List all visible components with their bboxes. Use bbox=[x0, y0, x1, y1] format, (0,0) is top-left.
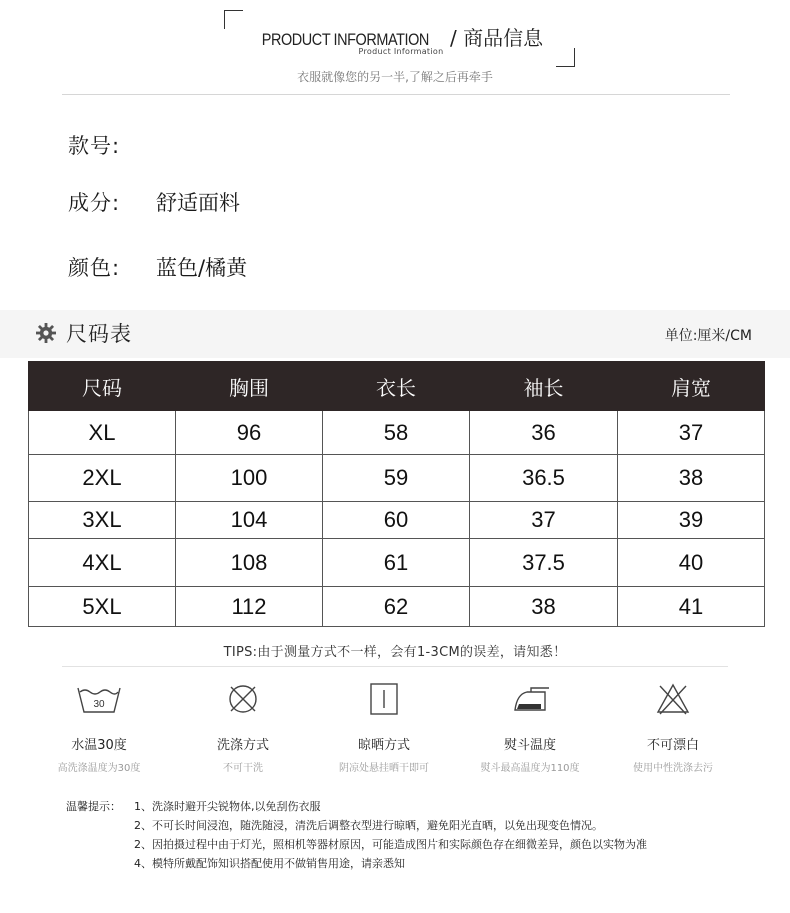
table-cell: 60 bbox=[323, 502, 470, 539]
info-row-material bbox=[68, 187, 240, 217]
care-subtitle: 不可干洗 bbox=[223, 763, 263, 774]
care-subtitle: 阴凉处悬挂晒干即可 bbox=[339, 763, 429, 774]
header-shoulder: 肩宽 bbox=[618, 362, 765, 411]
section-tagline: 衣服就像您的另一半,了解之后再牵手 bbox=[297, 70, 493, 84]
table-row bbox=[29, 502, 765, 539]
care-item-bleach bbox=[598, 682, 748, 774]
table-row bbox=[29, 455, 765, 502]
care-item-wash bbox=[24, 682, 174, 774]
iron-icon bbox=[507, 682, 553, 716]
table-row bbox=[29, 587, 765, 627]
note-line: 4、模特所戴配饰知识搭配使用不做销售用途，请亲悉知 bbox=[134, 857, 405, 870]
no-dry-clean-icon bbox=[220, 682, 266, 716]
table-cell: 37 bbox=[618, 411, 765, 455]
table-cell: 38 bbox=[470, 587, 618, 627]
table-cell: 61 bbox=[323, 539, 470, 587]
table-cell: 96 bbox=[176, 411, 323, 455]
header-chest: 胸围 bbox=[176, 362, 323, 411]
section-title-en: PRODUCT INFORMATION bbox=[261, 30, 429, 49]
table-cell: 37 bbox=[470, 502, 618, 539]
table-cell: 58 bbox=[323, 411, 470, 455]
care-title: 洗涤方式 bbox=[216, 738, 269, 753]
size-chart-unit: 单位:厘米/CM bbox=[664, 328, 752, 344]
wash-30-icon bbox=[76, 682, 122, 716]
table-row bbox=[29, 411, 765, 455]
wash-temp-text: 30 bbox=[93, 699, 105, 710]
material-label: 成分: bbox=[68, 191, 121, 215]
material-value: 舒适面料 bbox=[156, 191, 240, 215]
table-cell: 5XL bbox=[29, 587, 176, 627]
care-item-dry bbox=[309, 682, 459, 774]
table-cell: 38 bbox=[618, 455, 765, 502]
table-cell: 40 bbox=[618, 539, 765, 587]
table-cell: 4XL bbox=[29, 539, 176, 587]
note-line: 2、不可长时间浸泡，随洗随浸，清洗后调整衣型进行晾晒，避免阳光直晒，以免出现变色情况。 bbox=[134, 819, 603, 832]
header-divider bbox=[62, 94, 730, 95]
table-cell: 41 bbox=[618, 587, 765, 627]
table-row bbox=[29, 539, 765, 587]
gear-icon bbox=[35, 322, 57, 344]
table-cell: 59 bbox=[323, 455, 470, 502]
care-title: 熨斗温度 bbox=[503, 738, 556, 753]
table-cell: 112 bbox=[176, 587, 323, 627]
care-subtitle: 使用中性洗涤去污 bbox=[633, 763, 713, 774]
table-cell: 2XL bbox=[29, 455, 176, 502]
color-label: 颜色: bbox=[68, 256, 121, 280]
note-text: 1、洗涤时避开尖锐物体,以免刮伤衣服 bbox=[134, 800, 321, 813]
tips-note: TIPS:由于测量方式不一样，会有1-3CM的误差，请知悉！ bbox=[223, 645, 567, 660]
table-cell: 37.5 bbox=[470, 539, 618, 587]
size-table-header-row bbox=[29, 362, 765, 411]
size-table bbox=[28, 361, 765, 627]
table-cell: 62 bbox=[323, 587, 470, 627]
table-cell: 108 bbox=[176, 539, 323, 587]
care-title: 不可漂白 bbox=[646, 738, 699, 753]
info-row-style bbox=[68, 130, 156, 160]
care-title: 晾晒方式 bbox=[357, 738, 410, 753]
table-cell: XL bbox=[29, 411, 176, 455]
table-cell: 36 bbox=[470, 411, 618, 455]
care-item-dryclean bbox=[168, 682, 318, 774]
care-item-iron bbox=[455, 682, 605, 774]
color-value: 蓝色/橘黄 bbox=[156, 256, 248, 280]
info-row-color bbox=[68, 252, 247, 282]
table-cell: 100 bbox=[176, 455, 323, 502]
header-length: 衣长 bbox=[323, 362, 470, 411]
note-line: 2、因拍摄过程中由于灯光，照相机等器材原因，可能造成图片和实际颜色存在细微差异，颜色以实物为准 bbox=[134, 838, 647, 851]
care-notes bbox=[66, 797, 647, 873]
tips-divider bbox=[62, 666, 728, 667]
table-cell: 104 bbox=[176, 502, 323, 539]
line-dry-icon bbox=[361, 682, 407, 716]
table-cell: 36.5 bbox=[470, 455, 618, 502]
size-chart-title: 尺码表 bbox=[66, 322, 132, 346]
note-line bbox=[66, 797, 647, 816]
section-title-cn: 商品信息 bbox=[463, 26, 544, 50]
header-sleeve: 袖长 bbox=[470, 362, 618, 411]
section-title-separator: / bbox=[443, 26, 464, 50]
care-subtitle: 熨斗最高温度为110度 bbox=[480, 763, 580, 774]
section-subtitle: Product Information bbox=[358, 47, 444, 56]
style-label: 款号: bbox=[68, 134, 121, 158]
table-cell: 3XL bbox=[29, 502, 176, 539]
no-bleach-icon bbox=[650, 682, 696, 716]
header-size: 尺码 bbox=[29, 362, 176, 411]
care-subtitle: 高洗涤温度为30度 bbox=[57, 763, 141, 774]
table-cell: 39 bbox=[618, 502, 765, 539]
notes-heading: 温馨提示： bbox=[66, 800, 121, 813]
care-title: 水温30度 bbox=[71, 738, 127, 753]
